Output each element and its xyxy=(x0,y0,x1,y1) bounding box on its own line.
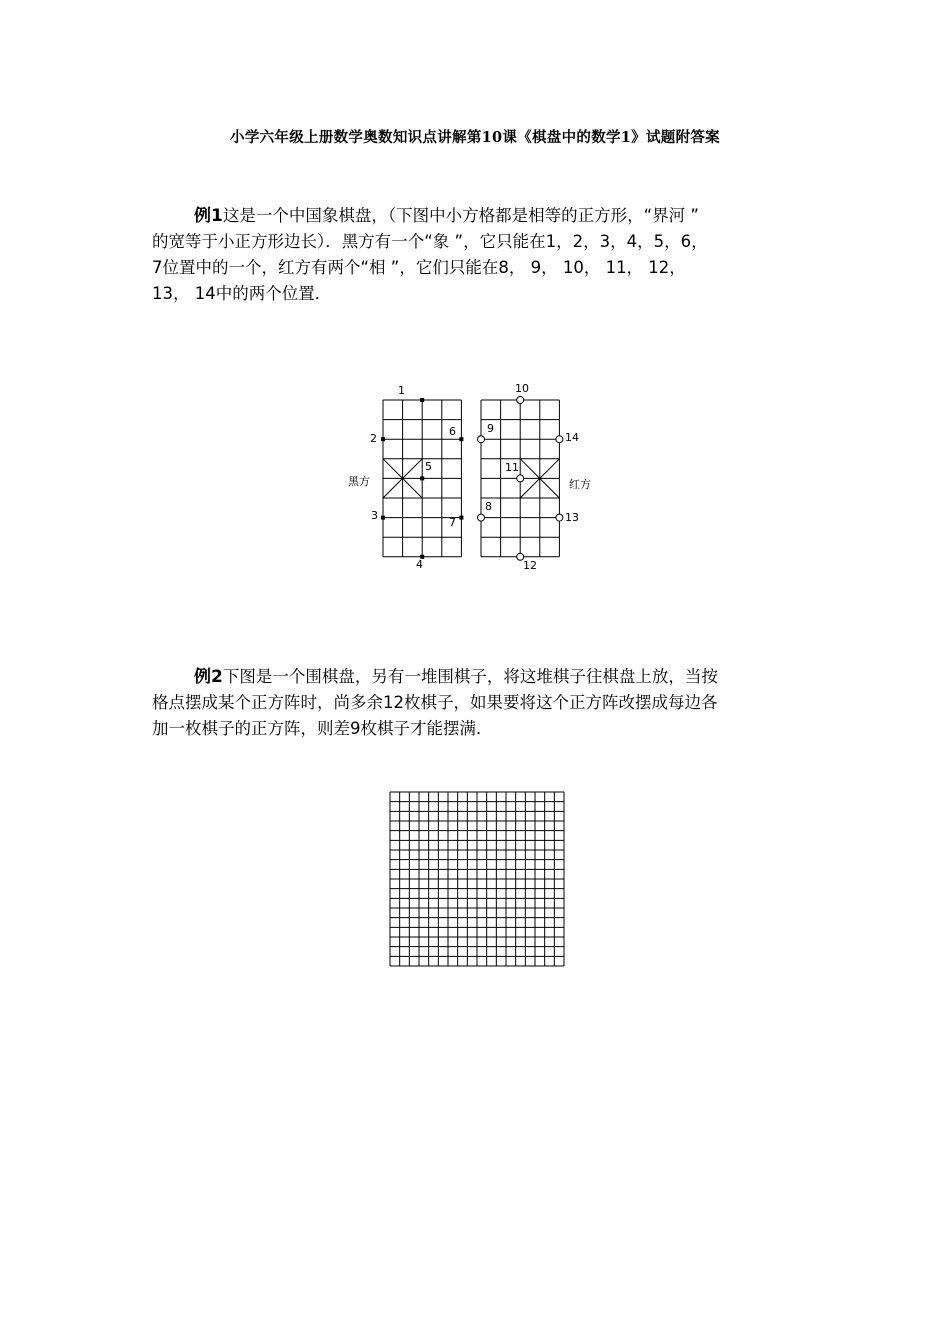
red-elephant-point xyxy=(478,514,485,521)
example-2-line-2: 格点摆成某个正方阵时，尚多余12枚棋子，如果要将这个正方阵改摆成每边各 xyxy=(152,693,718,712)
go-grid-lines xyxy=(390,792,564,966)
red-elephant-point xyxy=(556,436,563,443)
black-position-2: 2 xyxy=(370,432,377,445)
black-position-1: 1 xyxy=(398,384,405,397)
black-elephant-point xyxy=(381,516,385,520)
black-elephant-point xyxy=(459,437,463,441)
black-elephant-point xyxy=(381,437,385,441)
red-side-label: 红方 xyxy=(569,478,591,491)
example-1-text xyxy=(152,203,817,307)
go-board-diagram xyxy=(386,788,568,970)
red-elephant-point xyxy=(556,514,563,521)
black-position-3: 3 xyxy=(371,509,378,522)
red-position-10: 10 xyxy=(515,382,529,395)
red-position-11: 11 xyxy=(505,461,519,474)
red-elephant-point xyxy=(517,475,524,482)
red-position-12: 12 xyxy=(523,559,537,572)
xiangqi-board-diagram xyxy=(340,378,600,578)
xiangqi-grid-lines xyxy=(383,400,559,557)
example-2-line-1: 下图是一个围棋盘，另有一堆围棋子，将这堆棋子往棋盘上放，当按 xyxy=(222,667,718,686)
example-1-line-1: 这是一个中国象棋盘，（下图中小方格都是相等的正方形，“界河 ” xyxy=(222,206,699,225)
black-elephant-point xyxy=(420,398,424,402)
black-position-6: 6 xyxy=(449,425,456,438)
example-1-line-4: 13， 14中的两个位置． xyxy=(152,284,332,303)
red-position-8: 8 xyxy=(485,500,492,513)
red-elephant-point xyxy=(517,397,524,404)
page-title: 小学六年级上册数学奥数知识点讲解第10课《棋盘中的数学1》试题附答案 xyxy=(230,129,720,146)
example-2-text xyxy=(152,664,817,742)
red-position-9: 9 xyxy=(487,422,494,435)
black-elephant-point xyxy=(420,476,424,480)
black-side-label: 黑方 xyxy=(348,475,370,488)
red-position-14: 14 xyxy=(565,431,579,444)
black-position-4: 4 xyxy=(416,558,423,571)
example-1-line-2: 的宽等于小正方形边长）．黑方有一个“象 ”，它只能在1，2，3，4，5，6， xyxy=(152,232,708,251)
red-elephant-point xyxy=(478,436,485,443)
black-position-5: 5 xyxy=(425,460,432,473)
example-1-label: 例1 xyxy=(194,206,223,226)
example-1-line-3: 7位置中的一个，红方有两个“相 ”，它们只能在8， 9， 10， 11， 12， xyxy=(152,258,686,277)
black-elephant-point xyxy=(459,516,463,520)
example-2-label: 例2 xyxy=(194,667,223,687)
red-position-13: 13 xyxy=(565,511,579,524)
black-position-7: 7 xyxy=(449,516,456,529)
example-2-line-3: 加一枚棋子的正方阵，则差9枚棋子才能摆满． xyxy=(152,719,493,738)
